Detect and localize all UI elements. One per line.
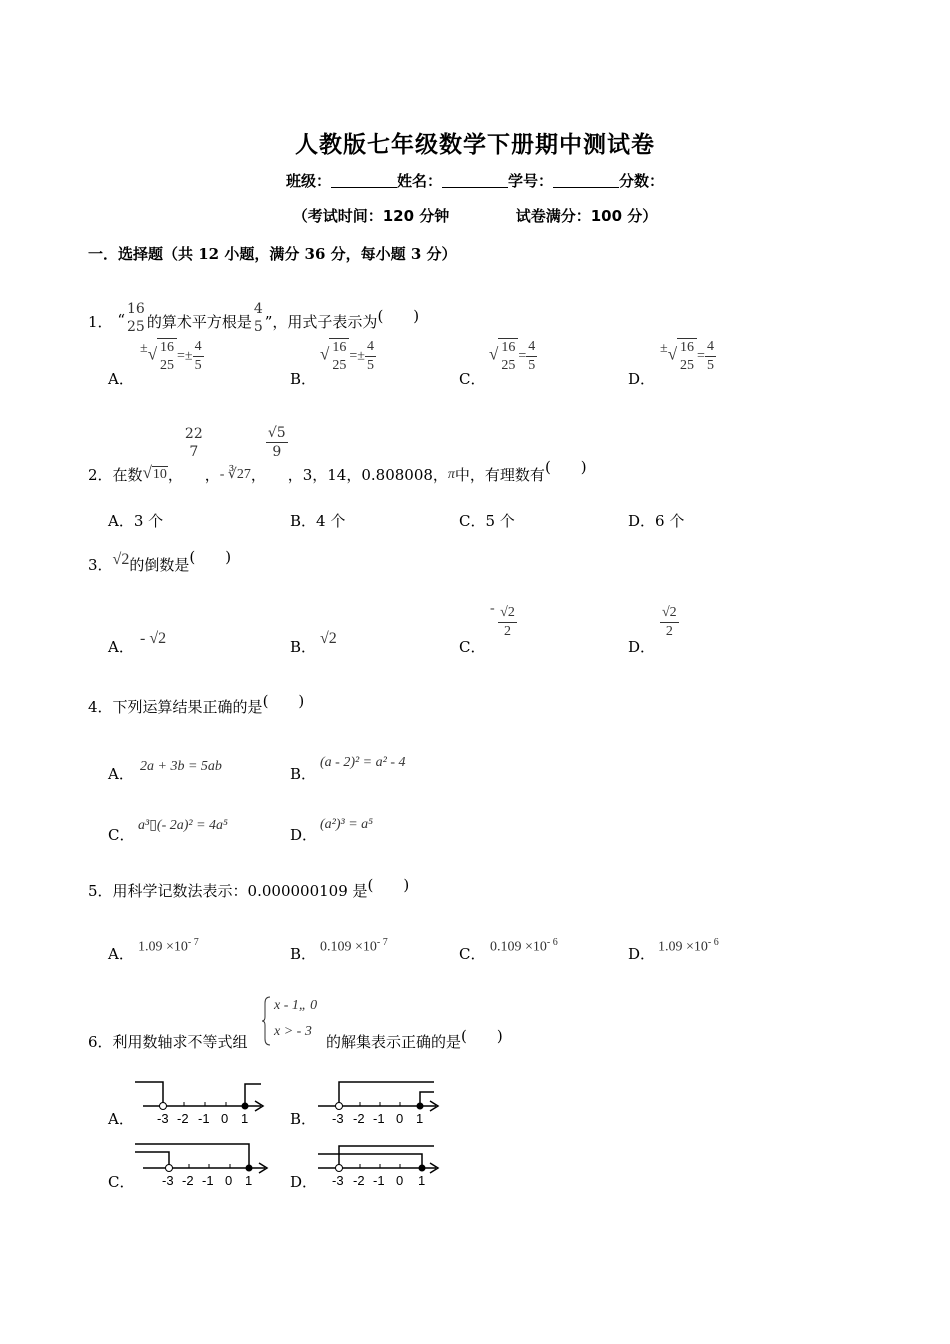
question-5: 5．用科学记数法表示：0.000000109 是( ) bbox=[88, 876, 410, 900]
q2-option-a[interactable]: A．3 个 bbox=[108, 512, 164, 530]
q3-option-d-expr: $\frac{√2}{2}$ bbox=[662, 605, 677, 639]
q1-option-b-expr: √ 16 25 =± $\frac{4}{5}$ bbox=[320, 339, 374, 373]
svg-text:0: 0 bbox=[396, 1111, 404, 1126]
q4-option-a[interactable]: A． bbox=[108, 765, 134, 783]
number-line-a bbox=[135, 1078, 270, 1128]
q2-option-d[interactable]: D．6 个 bbox=[628, 512, 685, 530]
section-heading: 一．选择题（共 12 小题，满分 36 分，每小题 3 分） bbox=[88, 245, 457, 263]
student-info-line bbox=[0, 170, 950, 191]
q3-option-c[interactable]: C． bbox=[459, 638, 486, 656]
q6-option-a[interactable]: A． bbox=[108, 1110, 134, 1128]
svg-text:-3: -3 bbox=[332, 1173, 344, 1188]
q1-option-d[interactable]: D． bbox=[628, 370, 656, 388]
q5-option-a[interactable]: A． bbox=[108, 945, 134, 963]
svg-text:0: 0 bbox=[396, 1173, 404, 1188]
exam-time: （考试时间：120 分钟 bbox=[292, 207, 450, 225]
id-label: 学号： bbox=[508, 172, 554, 190]
svg-text:-3: -3 bbox=[332, 1111, 344, 1126]
q1-option-c-expr: √ 16 25 = $\frac{4}{5}$ bbox=[489, 339, 536, 373]
q6-option-b[interactable]: B． bbox=[290, 1110, 317, 1128]
exam-full-score: 试卷满分：100 分） bbox=[515, 207, 658, 225]
svg-text:-2: -2 bbox=[182, 1173, 194, 1188]
q6-option-d[interactable]: D． bbox=[290, 1173, 318, 1191]
inequality-2: x > - 3 bbox=[274, 1024, 312, 1039]
svg-text:1: 1 bbox=[241, 1111, 249, 1126]
q5-option-d[interactable]: D． bbox=[628, 945, 656, 963]
svg-text:-1: -1 bbox=[373, 1111, 385, 1126]
q3-option-b[interactable]: B． bbox=[290, 638, 317, 656]
svg-text:-1: -1 bbox=[198, 1111, 210, 1126]
score-label: 分数： bbox=[619, 172, 665, 190]
answer-blank[interactable]: ( ) bbox=[189, 548, 232, 566]
number-line-d bbox=[316, 1140, 446, 1190]
q4-option-d[interactable]: D． bbox=[290, 826, 318, 844]
id-blank[interactable] bbox=[553, 173, 619, 188]
q4-option-b[interactable]: B． bbox=[290, 765, 317, 783]
q3-option-d[interactable]: D． bbox=[628, 638, 656, 656]
q1-option-d-expr: ±√ 16 25 = $\frac{4}{5}$ bbox=[660, 339, 714, 373]
svg-text:1: 1 bbox=[245, 1173, 253, 1188]
name-blank[interactable] bbox=[442, 173, 508, 188]
question-4: 4．下列运算结果正确的是( ) bbox=[88, 692, 305, 716]
page-title: 人教版七年级数学下册期中测试卷 bbox=[295, 132, 655, 158]
number-line-b bbox=[316, 1078, 446, 1128]
question-number: 1． bbox=[88, 313, 113, 331]
name-label: 姓名： bbox=[396, 172, 442, 190]
q1-option-a-expr: ±√ 16 25 =± $\frac{4}{5}$ bbox=[140, 339, 202, 373]
q1-option-c[interactable]: C． bbox=[459, 370, 486, 388]
q3-option-c-expr: - $\frac{√2}{2}$ bbox=[490, 600, 515, 639]
svg-text:-3: -3 bbox=[162, 1173, 174, 1188]
answer-blank[interactable]: ( ) bbox=[262, 692, 305, 710]
question-2: 2．在数√10， 22 7 ，- ∛27， $\frac{√5}{9}$ ，3，14，0.808008，π中，有理数有( ) bbox=[88, 425, 587, 484]
answer-blank[interactable]: ( ) bbox=[461, 1027, 503, 1045]
q1-option-b[interactable]: B． bbox=[290, 370, 317, 388]
svg-text:1: 1 bbox=[416, 1111, 424, 1126]
inequality-1: x - 1„ 0 bbox=[274, 998, 318, 1013]
svg-text:-2: -2 bbox=[353, 1173, 365, 1188]
answer-blank[interactable]: ( ) bbox=[367, 876, 410, 894]
number-line-c bbox=[135, 1140, 275, 1190]
q2-option-b[interactable]: B．4 个 bbox=[290, 512, 346, 530]
svg-text:0: 0 bbox=[225, 1173, 233, 1188]
class-blank[interactable] bbox=[331, 173, 397, 188]
class-label: 班级： bbox=[285, 172, 331, 190]
question-6: 6．利用数轴求不等式组 bbox=[88, 1033, 248, 1051]
question-1: 1． “ 16 25 的算术平方根是 4 5 ”，用式子表示为( ) bbox=[88, 301, 420, 335]
svg-text:-1: -1 bbox=[373, 1173, 385, 1188]
q3-option-a[interactable]: A． bbox=[108, 638, 134, 656]
q1-option-a[interactable]: A． bbox=[108, 370, 134, 388]
brace-icon bbox=[262, 995, 272, 1047]
q2-option-c[interactable]: C．5 个 bbox=[459, 512, 515, 530]
exam-info bbox=[0, 205, 950, 226]
answer-blank[interactable]: ( ) bbox=[544, 458, 587, 476]
question-3: 3．√2的倒数是( ) bbox=[88, 548, 232, 574]
q5-option-c[interactable]: C． bbox=[459, 945, 486, 963]
svg-text:-2: -2 bbox=[353, 1111, 365, 1126]
fraction: 4 5 bbox=[253, 301, 263, 335]
q6-option-c[interactable]: C． bbox=[108, 1173, 135, 1191]
q4-option-c[interactable]: C． bbox=[108, 826, 135, 844]
svg-text:1: 1 bbox=[418, 1173, 426, 1188]
svg-text:-3: -3 bbox=[157, 1111, 169, 1126]
svg-text:-1: -1 bbox=[202, 1173, 214, 1188]
fraction: 16 25 bbox=[127, 301, 145, 335]
svg-text:0: 0 bbox=[221, 1111, 229, 1126]
svg-text:-2: -2 bbox=[177, 1111, 189, 1126]
q5-option-b[interactable]: B． bbox=[290, 945, 317, 963]
answer-blank[interactable]: ( ) bbox=[377, 307, 420, 325]
axis-labels bbox=[157, 1111, 248, 1126]
